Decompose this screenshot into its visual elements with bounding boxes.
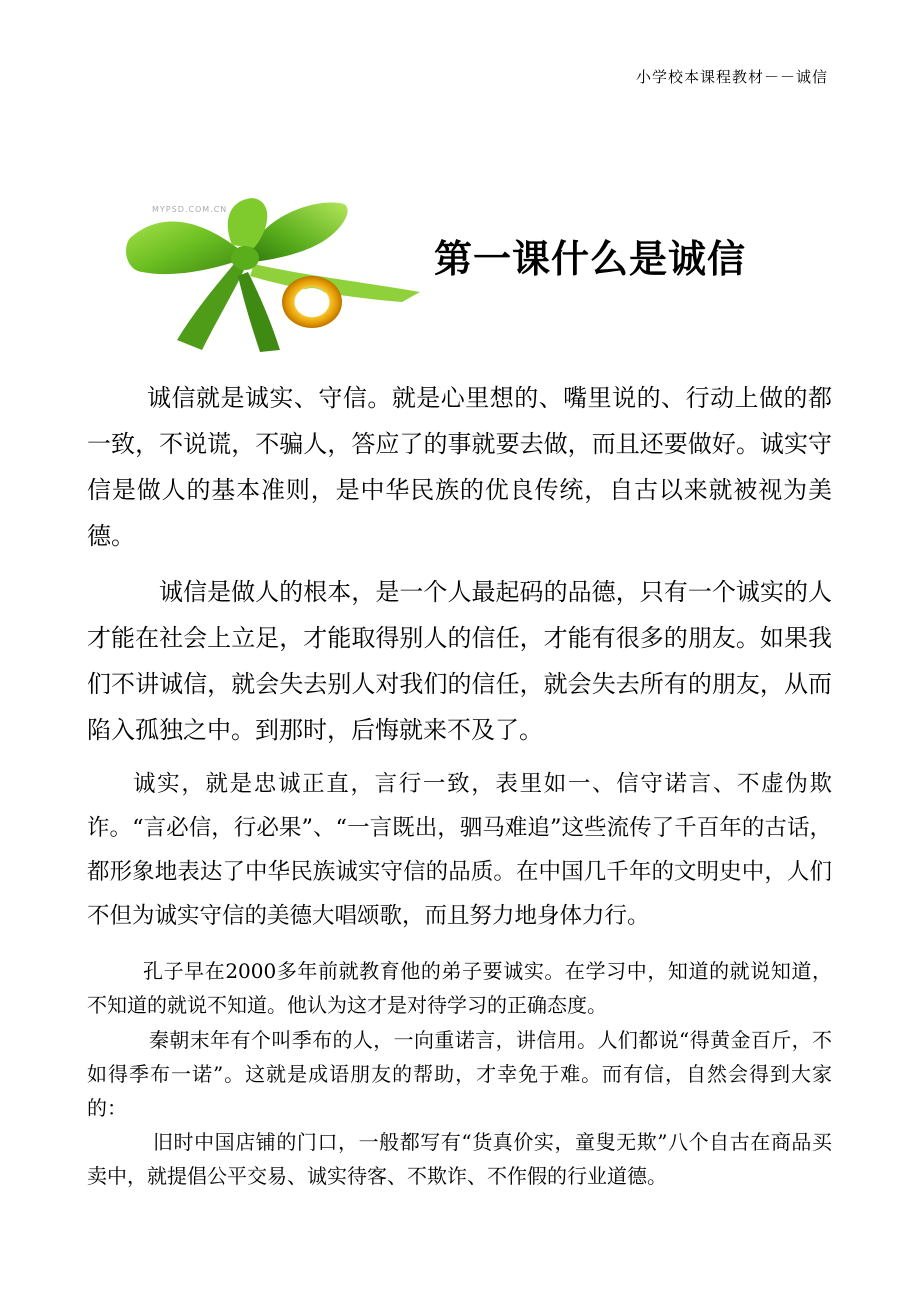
paragraph-definition: 诚信就是诚实、守信。就是心里想的、嘴里说的、行动上做的都一致，不说谎，不骗人，答应了的事就要去做，而且还要做好。诚实守信是做人的基本准则，是中华民族的优良传统，自古以来就被视为美德。 (87, 384, 832, 550)
paragraph-confucius: 孔子早在2000多年前就教育他的弟子要诚实。在学习中，知道的就说知道，不知道的就说不知道。他认为这才是对待学习的正确态度。 (87, 959, 832, 1017)
ribbon-bow-illustration (122, 190, 422, 355)
paragraph-shops: 旧时中国店铺的门口，一般都写有“货真价实，童叟无欺”八个自古在商品买卖中，就提倡公平交易、诚实待客、不欺诈、不作假的行业道德。 (87, 1130, 832, 1188)
lesson-title: 第一课什么是诚信 (434, 237, 747, 281)
paragraph-honesty-meaning: 诚实，就是忠诚正直，言行一致，表里如一、信守诺言、不虚伪欺诈。“言必信，行必果”、“一言既出，驷马难追”这些流传了千百年的古话，都形象地表达了中华民族诚实守信的品质。在中国几千年的文明史中，人们不但为诚实守信的美德大唱颂歌，而且努力地身体力行。 (87, 771, 832, 929)
running-header: 小学校本课程教材－－诚信 (635, 68, 828, 86)
paragraph-importance: 诚信是做人的根本，是一个人最起码的品德，只有一个诚实的人才能在社会上立足，才能取得别人的信任，才能有很多的朋友。如果我们不讲诚信，就会失去别人对我们的信任，就会失去所有的朋友，从而陷入孤独之中。到那时，后悔就来不及了。 (87, 578, 832, 744)
paragraph-ji-bu: 秦朝末年有个叫季布的人，一向重诺言，讲信用。人们都说“得黄金百斤，不如得季布一诺”。这就是成语朋友的帮助，才幸免于难。而有信，自然会得到大家的： (87, 1028, 832, 1120)
watermark-text: MYPSD.COM.CN (152, 205, 228, 214)
